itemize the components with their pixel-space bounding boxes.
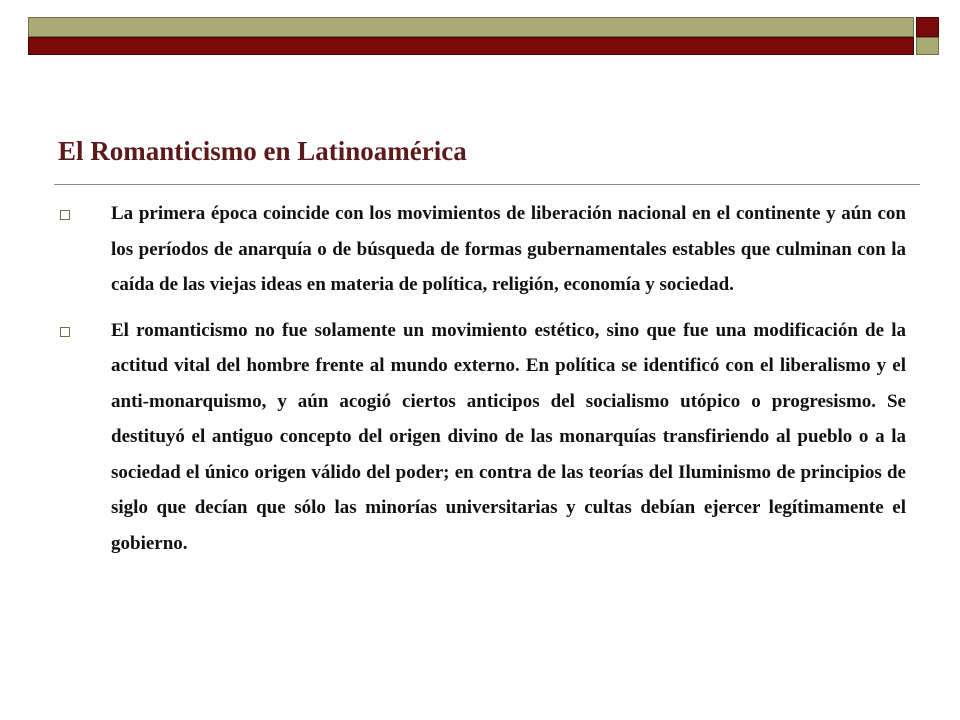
bullet-list — [60, 196, 906, 571]
header-square-olive — [916, 37, 939, 55]
header-band-olive — [28, 17, 914, 37]
slide-title: El Romanticismo en Latinoamérica — [58, 136, 467, 166]
header-square-red — [916, 17, 939, 37]
header-band-red — [28, 37, 914, 55]
title-divider — [54, 184, 920, 185]
bullet-text: El romanticismo no fue solamente un movimiento estético, sino que fue una modificación de la actitud vital del hombre frente al mundo externo. En política se identificó con el liberalismo y el anti-monarquismo, y aún acogió ciertos anticipos del socialismo utópico o progresismo. Se destituyó el antiguo concepto del origen divino de las monarquías transfiriendo al pueblo o a la sociedad el único origen válido del poder; en contra de las teorías del Iluminismo de principios de siglo que decían que sólo las minorías universitarias y cultas debían ejercer legítimamente el gobierno. — [111, 319, 906, 554]
hollow-square-icon — [60, 210, 70, 220]
hollow-square-icon — [60, 327, 70, 337]
bullet-item — [60, 313, 906, 562]
bullet-item — [60, 196, 906, 303]
bullet-text: La primera época coincide con los movimientos de liberación nacional en el continente y aún con los períodos de anarquía o de búsqueda de formas gubernamentales estables que culminan con la caída de las viejas ideas en materia de política, religión, economía y sociedad. — [111, 203, 906, 295]
